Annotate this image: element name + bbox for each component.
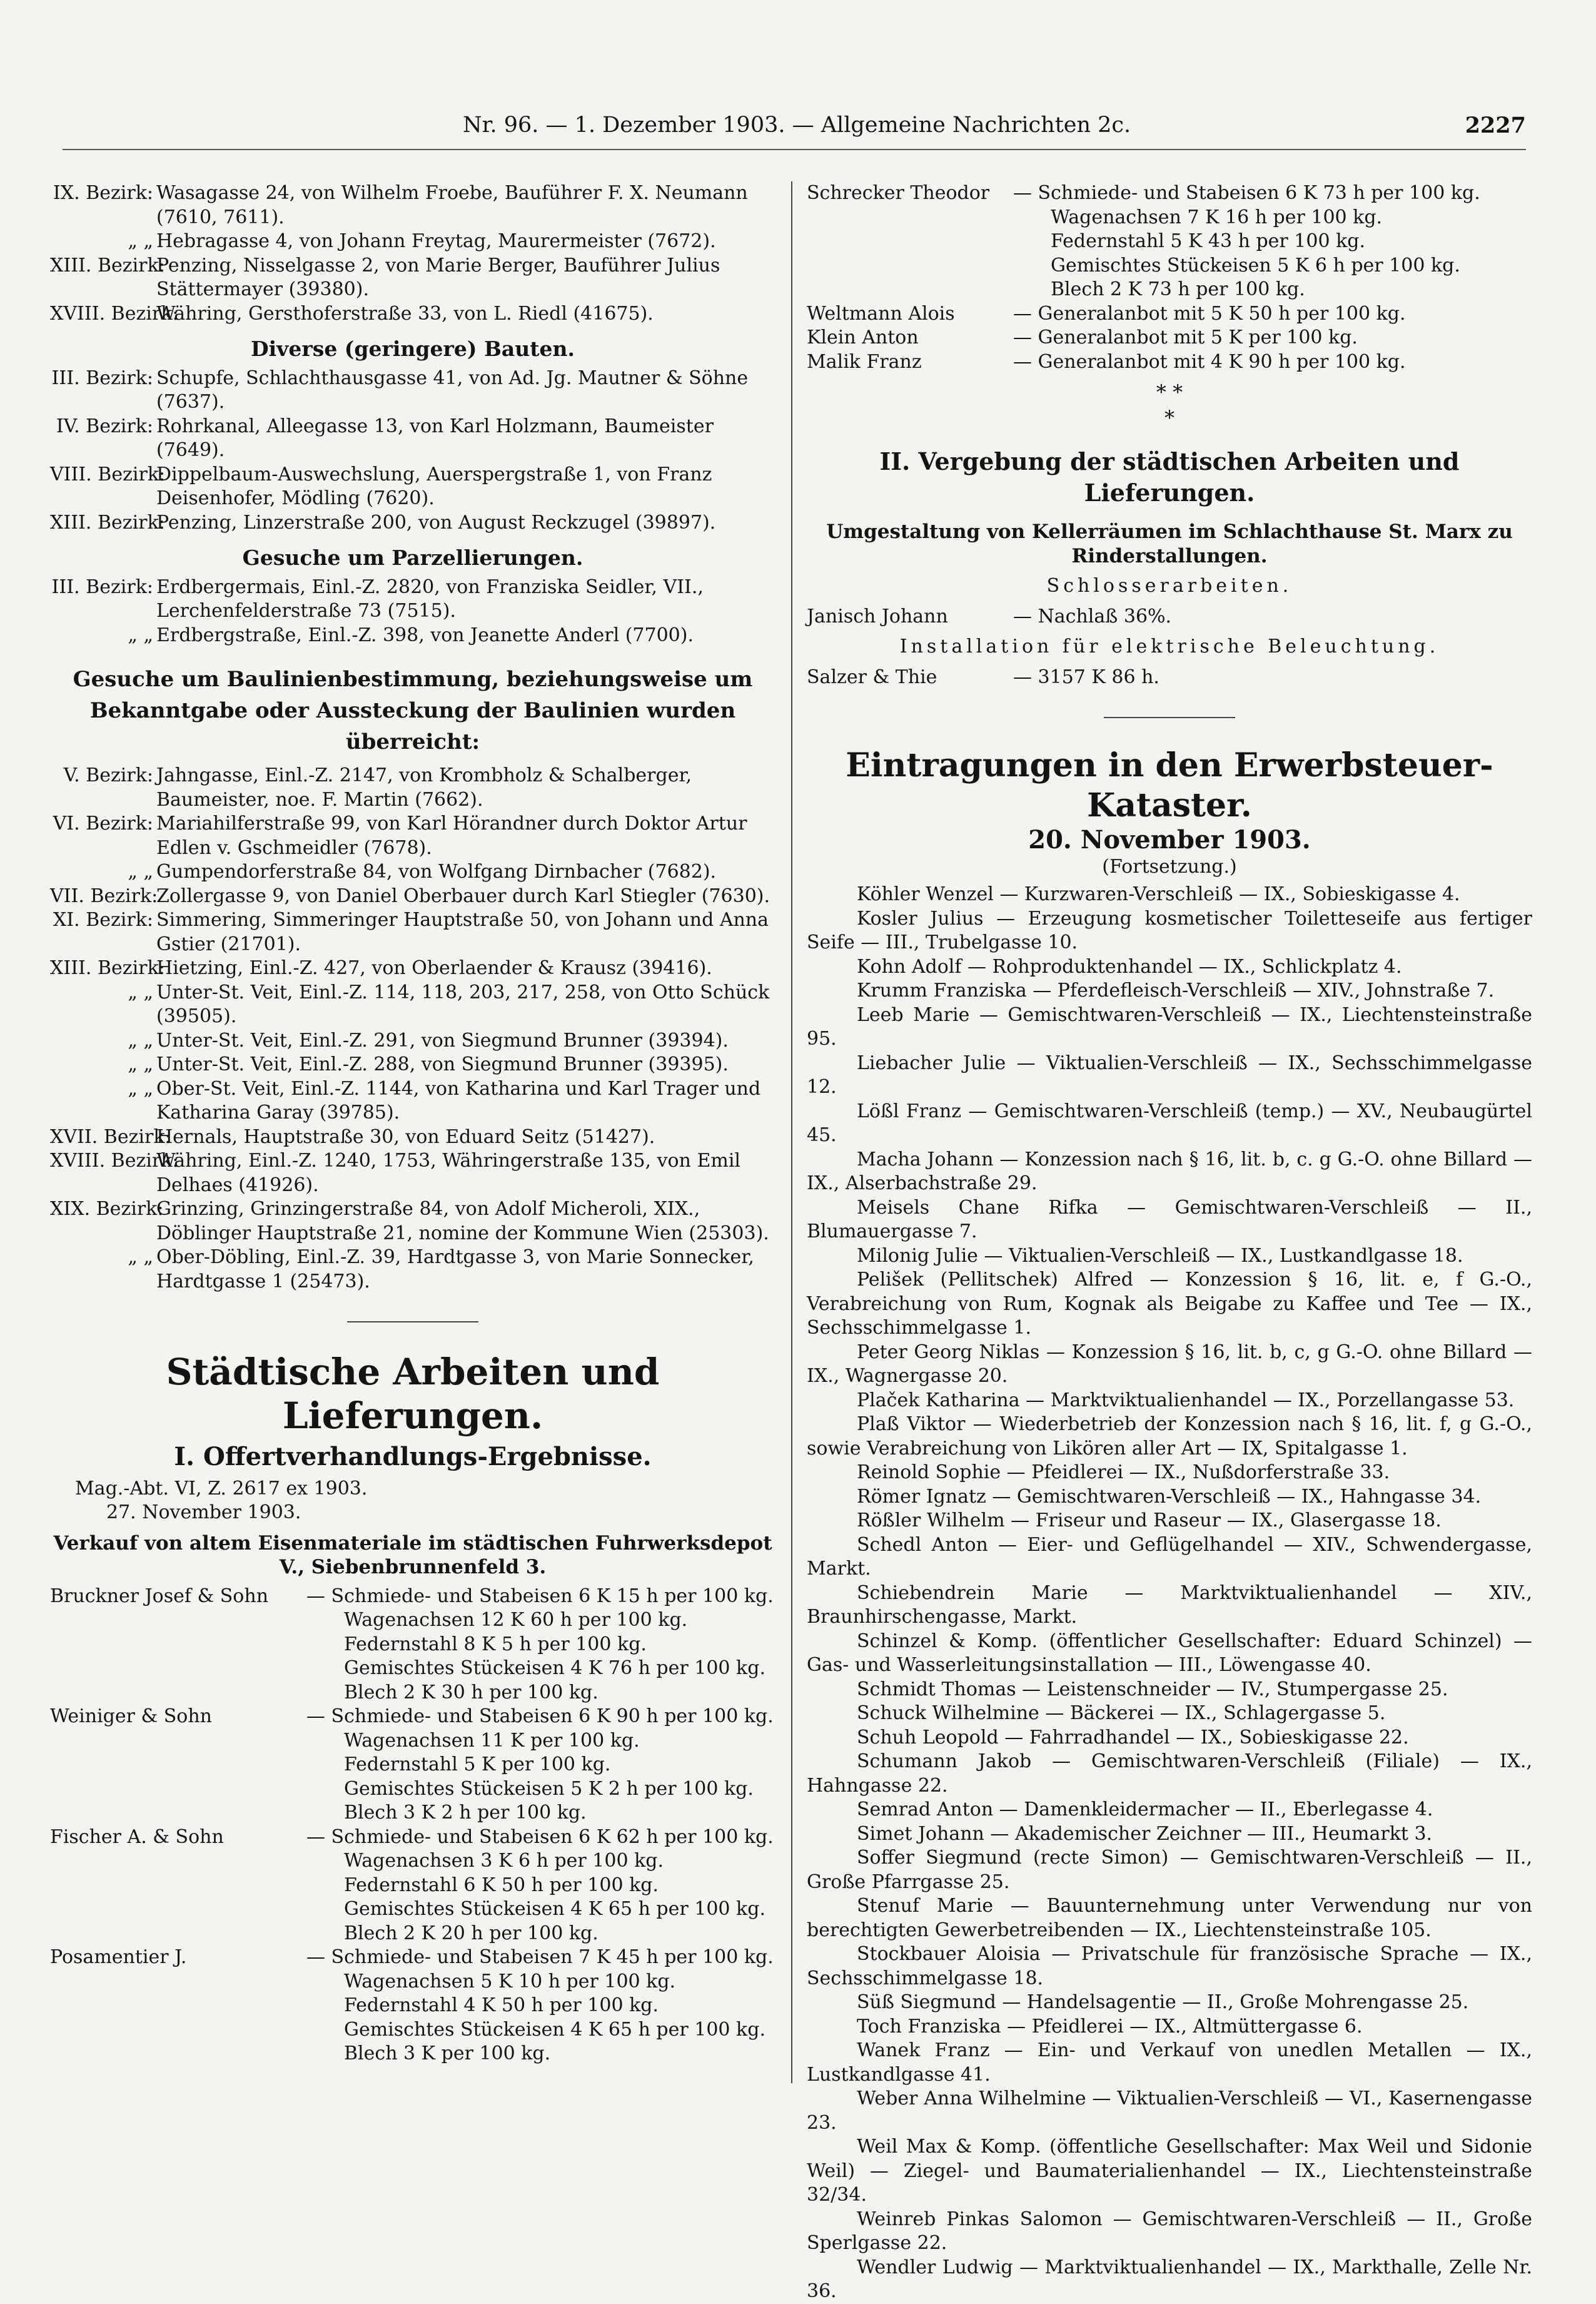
kataster-item: Schiebendrein Marie — Marktviktualienhandel — XIV., Braunhirschengasse, Markt. [807,1581,1532,1628]
entry-label: XI. Bezirk: [53,909,153,931]
entry-text: Unter-St. Veit, Einl.-Z. 288, von Siegmund Brunner (39395). [156,1053,729,1075]
separator [347,1321,478,1322]
offer-lines [306,1825,775,1946]
offer-lines [1013,350,1532,375]
entry-label: „ „ [128,861,153,883]
entry [50,860,775,885]
offer-lines [1013,181,1532,302]
entry-label: XIX. Bezirk: [50,1198,164,1220]
offer-line: — Schmiede- und Stabeisen 6 K 90 h per 100 kg. [306,1705,774,1727]
entry [50,576,775,624]
entry [50,415,775,463]
entry-text: Penzing, Nisselgasse 2, von Marie Berger, Bauführer Julius Stättermayer (39380). [156,254,720,300]
entry-text: Hernals, Hauptstraße 30, von Eduard Seitz (51427). [156,1125,655,1148]
entry-text: Simmering, Simmeringer Hauptstraße 50, von Johann und Anna Gstier (21701). [156,909,769,955]
kataster-item: Wanek Franz — Ein- und Verkauf von unedlen Metallen — IX., Lustkandlgasse 41. [807,2039,1532,2086]
kataster-item: Reinold Sophie — Pfeidlerei — IX., Nußdorferstraße 33. [857,1461,1390,1483]
entry-text: Schupfe, Schlachthausgasse 41, von Ad. Jg. Mautner & Söhne (7637). [156,367,749,413]
entry-label: „ „ [128,230,153,252]
offer-row [807,302,1532,327]
entry [50,812,775,860]
kataster-item: Pelišek (Pellitschek) Alfred — Konzession § 16, lit. e, f G.-O., Verabreichung von Rum, Kognak als Beigabe zu Kaffee und Tee — IX., Sechsschimmelgasse 1. [807,1269,1532,1339]
offer-row [50,1825,775,1946]
entry-text: Rohrkanal, Alleegasse 13, von Karl Holzmann, Baumeister (7649). [156,415,714,461]
entry [50,885,775,909]
entry [50,1197,775,1246]
offer-lines [306,1946,775,2066]
salzer-row [807,666,1532,690]
right-column [807,181,1532,2304]
entry-label: XVIII. Bezirk: [50,1150,179,1172]
diverse-heading: Diverse (geringere) Bauten. [251,337,575,361]
kataster-item: Milonig Julie — Viktualien-Verschleiß — IX., Lustkandlgasse 18. [857,1244,1463,1267]
entry-text: Gumpendorferstraße 84, von Wolfgang Dirnbacher (7682). [156,861,717,883]
entry [50,1125,775,1150]
stars-bottom: * [1164,405,1174,430]
page-number: 2227 [1465,113,1526,138]
entry-text: Penzing, Linzerstraße 200, von August Reckzugel (39897). [156,511,716,534]
offer-line: Blech 2 K 73 h per 100 kg. [1051,278,1305,300]
offer-row [807,326,1532,350]
kataster-item: Schuck Wilhelmine — Bäckerei — IX., Schlagergasse 5. [857,1702,1386,1724]
offer-line: Gemischtes Stückeisen 5 K 2 h per 100 kg. [344,1777,754,1800]
kataster-item: Lößl Franz — Gemischtwaren-Verschleiß (temp.) — XV., Neubaugürtel 45. [807,1100,1532,1146]
offer-lines [1013,326,1532,350]
entry-text: Hebragasse 4, von Johann Freytag, Maurermeister (7672). [156,230,716,252]
entry [50,181,775,230]
entry [50,254,775,302]
salzer-name: Salzer & Thie [807,666,937,688]
entry [50,1246,775,1294]
kataster-item: Meisels Chane Rifka — Gemischtwaren-Verschleiß — II., Blumauergasse 7. [807,1196,1532,1242]
entry-label: „ „ [128,1246,153,1268]
entry-text: Wasagasse 24, von Wilhelm Froebe, Bauführer F. X. Neumann (7610, 7611). [156,182,748,228]
stars-top: * * [1156,380,1183,404]
entry [50,1077,775,1125]
kataster-item: Köhler Wenzel — Kurzwaren-Verschleiß — IX., Sobieskigasse 4. [857,883,1460,905]
entry-text: Erdbergermais, Einl.-Z. 2820, von Franziska Seidler, VII., Lerchenfelderstraße 73 (7515). [156,576,704,622]
offer-name: Malik Franz [807,350,922,373]
kataster-item: Schuh Leopold — Fahrradhandel — IX., Sobieskigasse 22. [857,1726,1409,1748]
running-header [63,113,1526,150]
offers-left [50,1585,775,2066]
janisch-value: — Nachlaß 36%. [1013,605,1172,627]
offer-line: Gemischtes Stückeisen 4 K 65 h per 100 kg. [344,1898,765,1920]
entries-top [50,181,775,326]
offers-right [807,181,1532,374]
entry-text: Grinzing, Grinzingerstraße 84, von Adolf Micheroli, XIX., Döblinger Hauptstraße 21, nomine der Kommune Wien (25303). [156,1198,769,1244]
offer-line: Blech 3 K per 100 kg. [344,2043,551,2064]
header-rule [63,149,1526,150]
entries-parzellierungen [50,576,775,648]
offer-line: — Generalanbot mit 5 K 50 h per 100 kg. [1013,302,1406,325]
offer-row [50,1705,775,1825]
entry-text: Dippelbaum-Auswechslung, Auerspergstraße 1, von Franz Deisenhofer, Mödling (7620). [156,463,712,509]
offer-line: — Schmiede- und Stabeisen 6 K 62 h per 100 kg. [306,1825,774,1848]
entry-text: Währing, Einl.-Z. 1240, 1753, Währingerstraße 135, von Emil Delhaes (41926). [156,1150,741,1196]
kataster-item: Schmidt Thomas — Leistenschneider — IV., Stumpergasse 25. [857,1678,1448,1700]
entry [50,908,775,957]
issue-line: Nr. 96. — 1. Dezember 1903. — Allgemeine Nachrichten 2c. [463,113,1131,138]
entry-label: XIII. Bezirk: [50,254,165,277]
entry-label: IX. Bezirk: [53,182,153,204]
entry [50,463,775,511]
offer-line: Blech 2 K 20 h per 100 kg. [344,1922,598,1944]
kataster-item: Stenuf Marie — Bauunternehmung unter Verwendung nur von berechtigten Gewerbetreibenden — IX., Liechtensteinstraße 105. [807,1895,1532,1941]
entry-label: XIII. Bezirk: [50,957,165,979]
offer-line: — Generalanbot mit 5 K per 100 kg. [1013,327,1358,348]
offer-lines [1013,302,1532,327]
offer-name: Schrecker Theodor [807,182,990,204]
entry [50,511,775,535]
entry-text: Unter-St. Veit, Einl.-Z. 291, von Siegmund Brunner (39394). [156,1029,729,1052]
entry-text: Zollergasse 9, von Daniel Oberbauer durch Karl Stiegler (7630). [156,885,770,907]
entry-label: „ „ [128,1053,153,1075]
entry [50,764,775,812]
salzer-value: — 3157 K 86 h. [1013,666,1159,688]
entry [50,957,775,981]
offer-line: Wagenachsen 12 K 60 h per 100 kg. [344,1609,688,1631]
schlosser-label: Schlosserarbeiten. [1046,575,1293,597]
offer-row [807,181,1532,302]
kataster-item: Schedl Anton — Eier- und Geflügelhandel — XIV., Schwendergasse, Markt. [807,1533,1532,1580]
entry-label: VII. Bezirk: [50,885,158,907]
installation-label: Installation für elektrische Beleuchtung. [899,636,1440,657]
column-divider [791,181,792,2083]
left-column [50,181,775,2066]
entry-text: Ober-St. Veit, Einl.-Z. 1144, von Katharina und Karl Trager und Katharina Garay (39785). [156,1077,761,1124]
offer-line: — Schmiede- und Stabeisen 7 K 45 h per 100 kg. [306,1946,774,1968]
entry-text: Jahngasse, Einl.-Z. 2147, von Krombholz & Schalberger, Baumeister, noe. F. Martin (7662). [156,764,692,811]
offert-heading: I. Offertverhandlungs-Ergebnisse. [174,1442,652,1471]
entry-label: III. Bezirk: [51,576,153,598]
entry [50,624,775,648]
entries-diverse [50,367,775,535]
offer-line: Gemischtes Stückeisen 5 K 6 h per 100 kg. [1051,254,1460,277]
entry-label: VI. Bezirk: [53,813,153,835]
offer-row [807,350,1532,375]
offer-line: Wagenachsen 3 K 6 h per 100 kg. [344,1850,664,1872]
entry-text: Erdbergstraße, Einl.-Z. 398, von Jeanette Anderl (7700). [156,624,694,646]
kataster-item: Stockbauer Aloisia — Privatschule für französische Sprache — IX., Sechsschimmelgasse 18. [807,1943,1532,1989]
entry-text: Hietzing, Einl.-Z. 427, von Oberlaender & Krausz (39416). [156,957,712,979]
offer-line: Wagenachsen 5 K 10 h per 100 kg. [344,1970,676,1992]
entry-label: III. Bezirk: [51,367,153,389]
offer-line: Wagenachsen 7 K 16 h per 100 kg. [1051,206,1383,228]
kataster-item: Krumm Franziska — Pferdefleisch-Verschleiß — XIV., Johnstraße 7. [857,980,1495,1002]
entry-label: VIII. Bezirk: [50,463,166,485]
kataster-item: Römer Ignatz — Gemischtwaren-Verschleiß — IX., Hahngasse 34. [857,1485,1482,1508]
kataster-item: Peter Georg Niklas — Konzession § 16, lit. b, c, g G.-O. ohne Billard — IX., Wagnergasse 20. [807,1341,1532,1387]
entry-label: „ „ [128,981,153,1003]
kataster-item: Semrad Anton — Damenkleidermacher — II., Eberlegasse 4. [857,1799,1433,1820]
kataster-item: Süß Siegmund — Handelsagentie — II., Große Mohrengasse 25. [857,1991,1469,2013]
fortsetzung: (Fortsetzung.) [1102,855,1237,878]
entry-label: „ „ [128,1029,153,1052]
kataster-item: Weil Max & Komp. (öffentliche Gesellschafter: Max Weil und Sidonie Weil) — Ziegel- und Baumaterialienhandel — IX., Liechtensteinstraße 32/34. [807,2136,1532,2206]
staedtische-title: Städtische Arbeiten und Lieferungen. [166,1351,660,1437]
kataster-date: 20. November 1903. [1028,825,1311,855]
offer-row [50,1585,775,1705]
kataster-items [807,883,1532,2304]
offer-line: — Schmiede- und Stabeisen 6 K 73 h per 100 kg. [1013,182,1480,204]
kataster-item: Weber Anna Wilhelmine — Viktualien-Verschleiß — VI., Kasernengasse 23. [807,2088,1532,2134]
entries-baulinien [50,764,775,1294]
kataster-item: Schinzel & Komp. (öffentlicher Gesellschafter: Eduard Schinzel) — Gas- und Wasserleitungsinstallation — III., Löwengasse 40. [807,1630,1532,1676]
kataster-item: Simet Johann — Akademischer Zeichner — III., Heumarkt 3. [857,1822,1433,1845]
offer-line: Wagenachsen 11 K per 100 kg. [344,1729,640,1752]
offer-line: Federnstahl 5 K per 100 kg. [344,1753,611,1775]
offer-line: Gemischtes Stückeisen 4 K 76 h per 100 kg. [344,1657,765,1679]
offer-line: Blech 2 K 30 h per 100 kg. [344,1681,598,1703]
offer-line: Federnstahl 5 K 43 h per 100 kg. [1051,230,1366,252]
janisch-name: Janisch Johann [807,605,948,627]
entry [50,367,775,415]
entry-label: XVII. Bezirk: [50,1125,171,1148]
offer-lines [306,1585,775,1705]
entry-label: „ „ [128,624,153,646]
kataster-item: Soffer Siegmund (recte Simon) — Gemischtwaren-Verschleiß — II., Große Pfarrgasse 25. [807,1847,1532,1893]
kataster-item: Wendler Ludwig — Marktviktualienhandel — IX., Markthalle, Zelle Nr. 36. [807,2256,1532,2302]
offer-line: — Schmiede- und Stabeisen 6 K 15 h per 100 kg. [306,1585,774,1607]
entry-label: „ „ [128,1077,153,1100]
kataster-item: Plaß Viktor — Wiederbetrieb der Konzession nach § 16, lit. f, g G.-O., sowie Verabreichung von Likören aller Art — IX, Spitalgasse 1. [807,1413,1532,1459]
offer-name: Weltmann Alois [807,302,955,325]
entry-text: Währing, Gersthoferstraße 33, von L. Riedl (41675). [156,302,654,325]
entry [50,1053,775,1077]
entry-text: Ober-Döbling, Einl.-Z. 39, Hardtgasse 3, von Marie Sonnecker, Hardtgasse 1 (25473). [156,1246,754,1292]
kataster-item: Kosler Julius — Erzeugung kosmetischer Toiletteseife aus fertiger Seife — III., Trubelgasse 10. [807,907,1532,953]
offer-line: Federnstahl 8 K 5 h per 100 kg. [344,1633,647,1655]
kataster-title: Eintragungen in den Erwerbsteuer-Kataster. [846,746,1493,825]
offer-name: Klein Anton [807,327,919,348]
kataster-item: Liebacher Julie — Viktualien-Verschleiß — IX., Sechsschimmelgasse 12. [807,1052,1532,1098]
entry [50,1029,775,1053]
entry [50,981,775,1029]
offer-line: Gemischtes Stückeisen 4 K 65 h per 100 kg. [344,2018,765,2041]
offer-name: Fischer A. & Sohn [50,1825,224,1848]
entry [50,302,775,327]
kataster-item: Rößler Wilhelm — Friseur und Raseur — IX., Glasergasse 18. [857,1510,1442,1531]
offer-line: Blech 3 K 2 h per 100 kg. [344,1802,587,1824]
offer-row [50,1946,775,2066]
kataster-item: Toch Franziska — Pfeidlerei — IX., Altmüttergasse 6. [857,2015,1363,2038]
vergebung-heading: II. Vergebung der städtischen Arbeiten und Lieferungen. [879,447,1460,507]
baulinien-heading: Gesuche um Baulinienbestimmung, beziehungsweise um Bekanntgabe oder Aussteckung der Baulinien wurden überreicht: [73,667,753,754]
entry-text: Mariahilferstraße 99, von Karl Hörandner durch Doktor Artur Edlen v. Gschmeidler (7678). [156,813,747,859]
entry-label: XIII. Bezirk: [50,511,165,534]
offer-name: Bruckner Josef & Sohn [50,1585,269,1607]
kataster-item: Plaček Katharina — Marktviktualienhandel — IX., Porzellangasse 53. [857,1389,1515,1411]
offer-line: — Generalanbot mit 4 K 90 h per 100 kg. [1013,350,1406,373]
kataster-item: Schumann Jakob — Gemischtwaren-Verschleiß (Filiale) — IX., Hahngasse 22. [807,1750,1532,1797]
entry-label: V. Bezirk: [63,764,153,786]
offer-name: Posamentier J. [50,1946,187,1968]
offer-name: Weiniger & Sohn [50,1705,212,1727]
entry-label: IV. Bezirk: [56,415,153,437]
entry [50,230,775,254]
date-line: 27. November 1903. [106,1501,301,1523]
mag-ref: Mag.-Abt. VI, Z. 2617 ex 1903. [75,1477,368,1500]
parzellierungen-heading: Gesuche um Parzellierungen. [242,546,583,570]
verkauf-heading: Verkauf von altem Eisenmateriale im städtischen Fuhrwerksdepot V., Siebenbrunnenfeld 3. [53,1531,772,1578]
offer-line: Federnstahl 4 K 50 h per 100 kg. [344,1994,659,2016]
entry [50,1149,775,1197]
kataster-item: Leeb Marie — Gemischtwaren-Verschleiß — IX., Liechtensteinstraße 95. [807,1003,1532,1050]
kataster-item: Weinreb Pinkas Salomon — Gemischtwaren-Verschleiß — II., Große Sperlgasse 22. [807,2208,1532,2254]
offer-line: Federnstahl 6 K 50 h per 100 kg. [344,1874,659,1896]
offer-lines [306,1705,775,1825]
kataster-item: Macha Johann — Konzession nach § 16, lit. b, c. g G.-O. ohne Billard — IX., Alserbachstraße 29. [807,1148,1532,1194]
separator-right [1104,717,1235,718]
kataster-item: Kohn Adolf — Rohproduktenhandel — IX., Schlickplatz 4. [857,955,1402,978]
umgestaltung-heading: Umgestaltung von Kellerräumen im Schlachthause St. Marx zu Rinderstallungen. [826,520,1513,567]
entry-label: XVIII. Bezirk: [50,302,179,325]
janisch-row [807,605,1532,629]
entry-text: Unter-St. Veit, Einl.-Z. 114, 118, 203, 217, 258, von Otto Schück (39505). [156,981,770,1027]
